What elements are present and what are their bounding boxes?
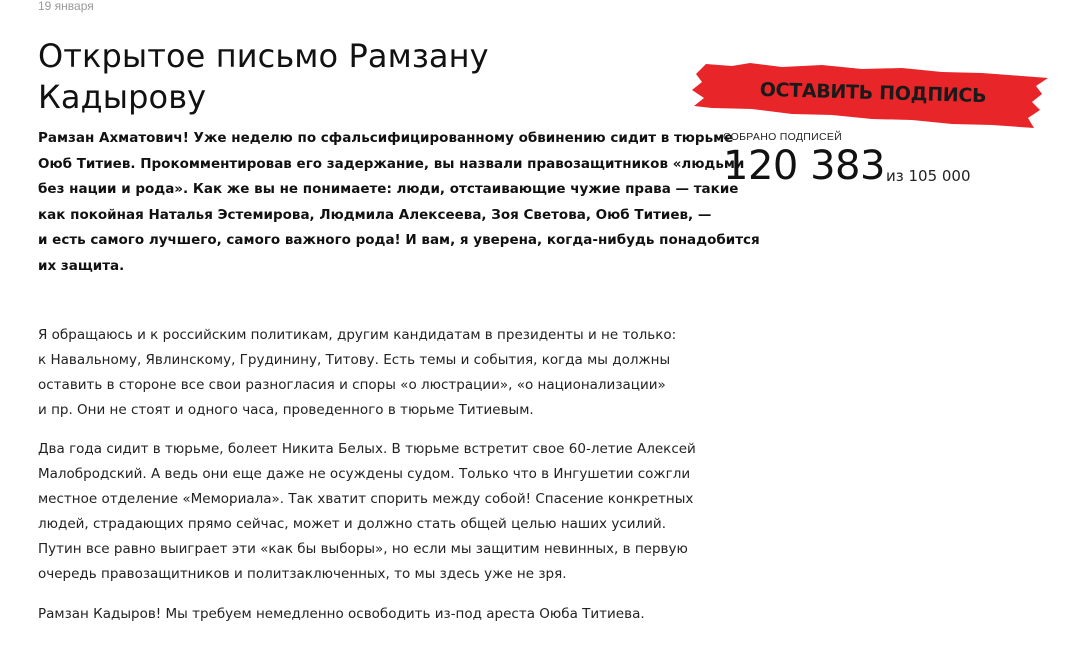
body-line: Рамзан Кадыров! Мы требуем немедленно освободить из-под ареста Оюба Титиева. xyxy=(38,606,645,622)
body-line: оставить в стороне все свои разногласия и споры «о люстрации», «о национализации» xyxy=(38,377,666,393)
body-paragraph-prisoners xyxy=(38,437,698,587)
signature-count: 120 383 xyxy=(723,143,885,189)
body-paragraph-demand xyxy=(38,602,698,627)
signature-counter-label: СОБРАНО ПОДПИСЕЙ xyxy=(723,131,843,143)
lead-line: Оюб Титиев. Прокомментировав его задержание, вы назвали правозащитников «людьми xyxy=(38,155,745,172)
lead-line: и есть самого лучшего, самого важного рода! И вам, я уверена, когда-нибудь понадобится xyxy=(38,232,760,248)
body-line: людей, страдающих прямо сейчас, может и должно стать общей целью наших усилий. xyxy=(38,516,666,532)
sign-petition-button[interactable] xyxy=(692,62,1050,130)
sign-button-label: ОСТАВИТЬ ПОДПИСЬ xyxy=(759,78,987,108)
body-paragraph-politicians xyxy=(38,323,698,423)
publication-date: 19 января xyxy=(38,0,94,13)
body-line: Путин все равно выиграет эти «как бы выборы», но если мы защитим невинных, в первую xyxy=(38,541,688,557)
lead-line: Рамзан Ахматович! Уже неделю по сфальсифицированному обвинению сидит в тюрьме xyxy=(38,130,734,146)
lead-paragraph xyxy=(38,126,760,279)
body-line: Два года сидит в тюрьме, болеет Никита Белых. В тюрьме встретит свое 60-летие Алексей xyxy=(38,441,696,457)
body-line: к Навальному, Явлинскому, Грудинину, Титову. Есть темы и события, когда мы должны xyxy=(38,352,671,368)
lead-line: как покойная Наталья Эстемирова, Людмила Алексеева, Зоя Светова, Оюб Титиев, — xyxy=(38,206,712,223)
body-line: местное отделение «Мемориала». Так хватит спорить между собой! Спасение конкретных xyxy=(38,491,694,507)
page-title: Открытое письмо Рамзану Кадырову xyxy=(38,37,489,116)
lead-line: их защита. xyxy=(38,257,125,274)
body-line: Я обращаюсь и к российским политикам, другим кандидатам в президенты и не только: xyxy=(38,327,677,343)
body-line: Малобродский. А ведь они еще даже не осуждены судом. Только что в Ингушетии сожгли xyxy=(38,466,691,482)
body-line: очередь правозащитников и политзаключенных, то мы здесь уже не зря. xyxy=(38,566,567,582)
signature-goal: из 105 000 xyxy=(886,167,971,185)
lead-line: без нации и рода». Как же вы не понимаете: люди, отстаивающие чужие права — такие xyxy=(38,181,739,197)
body-line: и пр. Они не стоят и одного часа, проведенного в тюрьме Титиевым. xyxy=(38,402,534,418)
